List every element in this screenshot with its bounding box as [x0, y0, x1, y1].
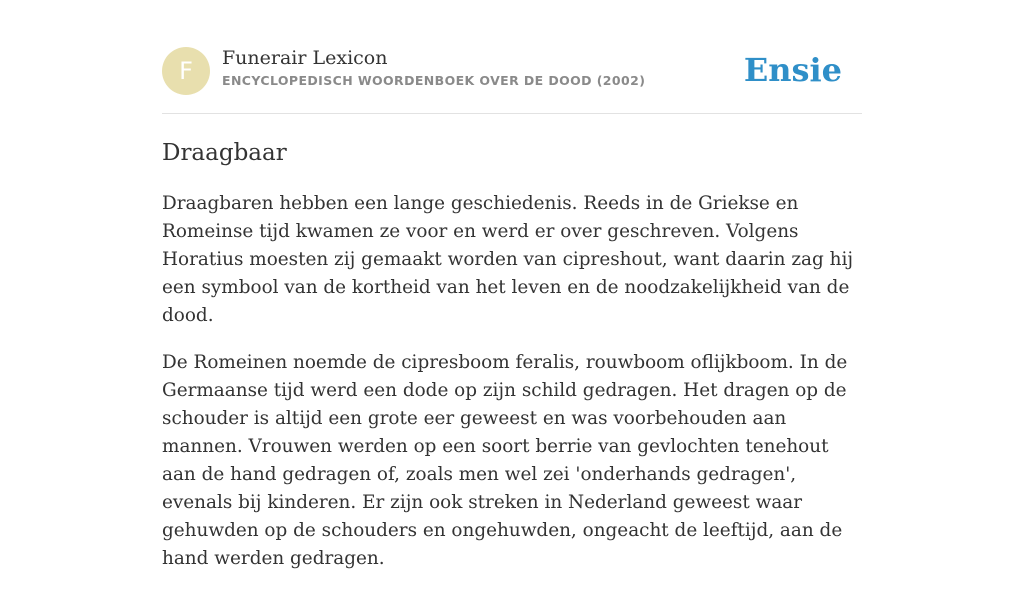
- entry-title: Draagbaar: [162, 140, 287, 166]
- entry-content: [162, 190, 868, 592]
- source-title[interactable]: Funerair Lexicon: [222, 47, 388, 69]
- entry-paragraph: Draagbaren hebben een lange geschiedenis. Reeds in de Griekse en Romeinse tijd kwamen ze voor en werd er over geschreven. Volgens Horatius moesten zij gemaakt worden van cipreshout, want daarin zag hij een symbool van de kortheid van het leven en de noodzakelijkheid van de dood.: [162, 193, 854, 326]
- entry-paragraph: De Romeinen noemde de cipresboom feralis, rouwboom oflijkboom. In de Germaanse tijd werd een dode op zijn schild gedragen. Het dragen op de schouder is altijd een grote eer geweest en was voorbehouden aan mannen. Vrouwen werden op een soort berrie van gevlochten tenehout aan de hand gedragen of, zoals men wel zei 'onderhands gedragen', evenals bij kinderen. Er zijn ook streken in Nederland geweest waar gehuwden op de schouders en ongehuwden, ongeacht de leeftijd, aan de hand werden gedragen.: [162, 352, 848, 569]
- source-info: [222, 46, 645, 89]
- header: [162, 46, 862, 96]
- header-divider: [162, 113, 862, 114]
- ensie-logo-link[interactable]: Ensie: [743, 51, 842, 89]
- source-subtitle: ENCYCLOPEDISCH WOORDENBOEK OVER DE DOOD (2002): [222, 73, 646, 88]
- avatar: F: [162, 47, 210, 95]
